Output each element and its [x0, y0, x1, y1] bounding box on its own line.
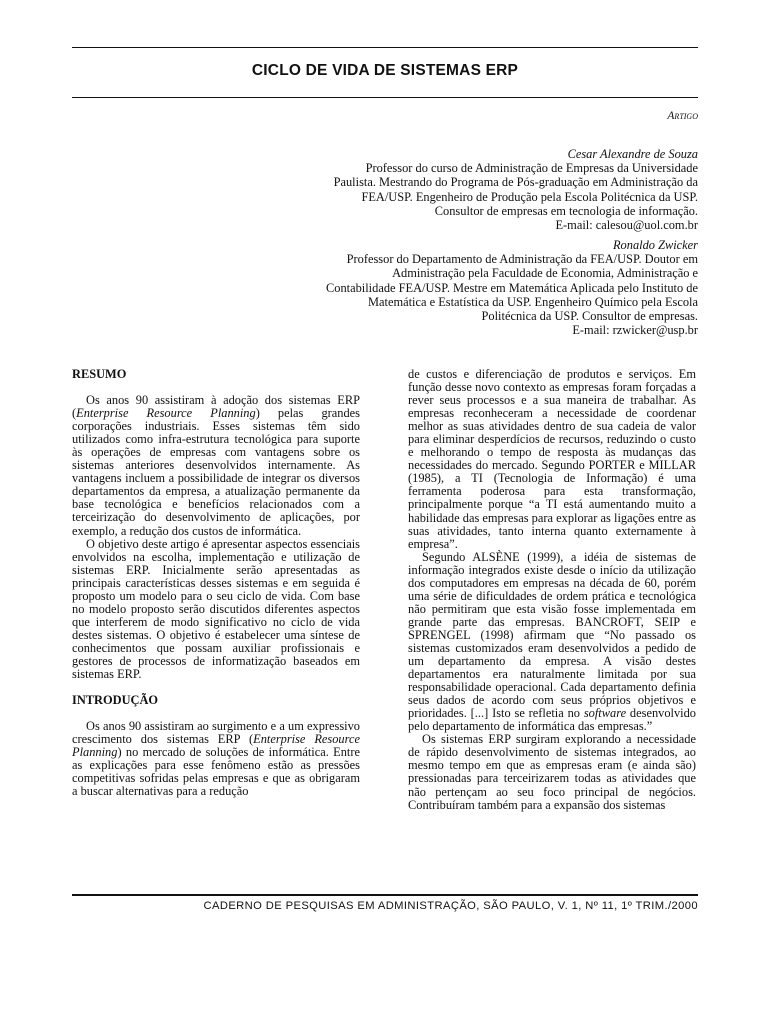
introducao-paragraph-1: Os anos 90 assistiram ao surgimento e a um expressivo crescimento dos sistemas ERP (Enterprise Resource Planning) no mercado de soluções de informática. Entre as explicações para esse fenômeno estão as pressões competitivas sofridas pelas empresas e que as obrigaram a buscar alternativas para a redução [72, 719, 360, 799]
author-name: Ronaldo Zwicker [612, 238, 698, 252]
body-paragraph-continued: de custos e diferenciação de produtos e serviços. Em função desse novo contexto as empresas foram forçadas a rever seus processos e a sua maneira de trabalhar. As empresas reconheceram a necessidade de coordenar melhor as suas atividades dentro de sua cadeia de valor para eliminar desperdícios de recursos, reduzindo o custo e melhorando o tempo de resposta às mudanças das necessidades do mercado. Segundo PORTER e MILLAR (1985), a TI (Tecnologia de Informação) é uma ferramenta poderosa para esta transformação, principalmente porque “a TI está aumentando muito a habilidade das empresas para explorar as ligações entre as suas atividades, tanto interna quanto externamente à empresa”. [408, 367, 696, 551]
left-column [72, 368, 360, 798]
introducao-heading: INTRODUÇÃO [72, 693, 159, 708]
right-column [408, 368, 696, 812]
resumo-paragraph-2: O objetivo deste artigo é apresentar aspectos essenciais envolvidos na escolha, implementação e utilização de sistemas ERP. Inicialmente serão apresentadas as principais características desses sistemas e em seguida é proposto um modelo para o seu ciclo de vida. Com base no modelo proposto serão discutidos diferentes aspectos que interferem de modo significativo no ciclo de vida destes sistemas. O objetivo é estabelecer uma síntese de conhecimentos que possam auxiliar profissionais e gestores de processos de informatização baseados em sistemas ERP. [72, 536, 360, 682]
resumo-paragraph-1: Os anos 90 assistiram à adoção dos sistemas ERP (Enterprise Resource Planning) pelas grandes corporações industriais. Esses sistemas têm sido utilizados como infra-estrutura tecnológica para suporte às operações de empresas com vantagens sobre os sistemas anteriores desenvolvidos internamente. As vantagens incluem a possibilidade de integrar os diversos departamentos da empresa, a atualização permanente da base tecnológica e benefícios relacionados com a terceirização do desenvolvimento de aplicações, por exemplo, a redução dos custos de informática. [72, 393, 360, 538]
author-bio-line: Contabilidade FEA/USP. Mestre em Matemática Aplicada pelo Instituto de [326, 280, 698, 295]
author-block-souza [334, 147, 698, 232]
author-bio-line: Professor do Departamento de Administração da FEA/USP. Doutor em [346, 252, 698, 267]
author-email: E-mail: rzwicker@usp.br [572, 323, 698, 338]
author-bio-line: Administração pela Faculdade de Economia, Administração e [392, 266, 698, 281]
author-bio-line: Matemática e Estatística da USP. Engenheiro Químico pela Escola [368, 294, 698, 309]
author-email: E-mail: calesou@uol.com.br [555, 218, 698, 233]
footer-rule [72, 894, 698, 896]
body-paragraph-alsene: Segundo ALSÈNE (1999), a idéia de sistemas de informação integrados existe desde o início da utilização dos computadores em empresas na década de 60, porém uma série de dificuldades de ordem prática e tecnológica não permitiram que esta visão fosse implementada em grande parte das empresas. BANCROFT, SEIP e SPRENGEL (1998) afirmam que “No passado os sistemas customizados eram desenvolvidos a pedido de um departamento da empresa. A visão destes departamentos era naturalmente limitada por sua responsabilidade operacional. Cada departamento definia seus dados de acordo com seus próprios objetivos e prioridades. [...] Isto se refletia no software desenvolvido pelo departamento de informática das empresas.” [408, 549, 696, 734]
author-bio-line: Paulista. Mestrando do Programa de Pós-graduação em Administração da [333, 175, 698, 190]
article-title: CICLO DE VIDA DE SISTEMAS ERP [251, 62, 519, 79]
author-bio-line: Consultor de empresas em tecnologia de informação. [434, 203, 698, 218]
body-paragraph-erp: Os sistemas ERP surgiram explorando a necessidade de rápido desenvolvimento de sistemas integrados, ao mesmo tempo em que as empresas eram (e ainda são) pressionadas para terceirizarem todas as atividades que não pertençam ao seu foco principal de negócios. Contribuíram também para a expansão dos sistemas [408, 732, 696, 812]
section-label: Artigo [667, 110, 698, 122]
author-block-zwicker [326, 238, 698, 337]
title-rule [72, 97, 698, 98]
author-name: Cesar Alexandre de Souza [567, 147, 698, 161]
journal-citation: CADERNO DE PESQUISAS EM ADMINISTRAÇÃO, SÃO PAULO, V. 1, Nº 11, 1º TRIM./2000 [203, 900, 698, 912]
resumo-heading: RESUMO [72, 367, 127, 381]
author-bio-line: Professor do curso de Administração de Empresas da Universidade [365, 161, 698, 176]
top-rule [72, 47, 698, 48]
author-bio-line: Politécnica da USP. Consultor de empresas. [481, 309, 698, 324]
author-bio-line: FEA/USP. Engenheiro de Produção pela Escola Politécnica da USP. [361, 189, 698, 204]
